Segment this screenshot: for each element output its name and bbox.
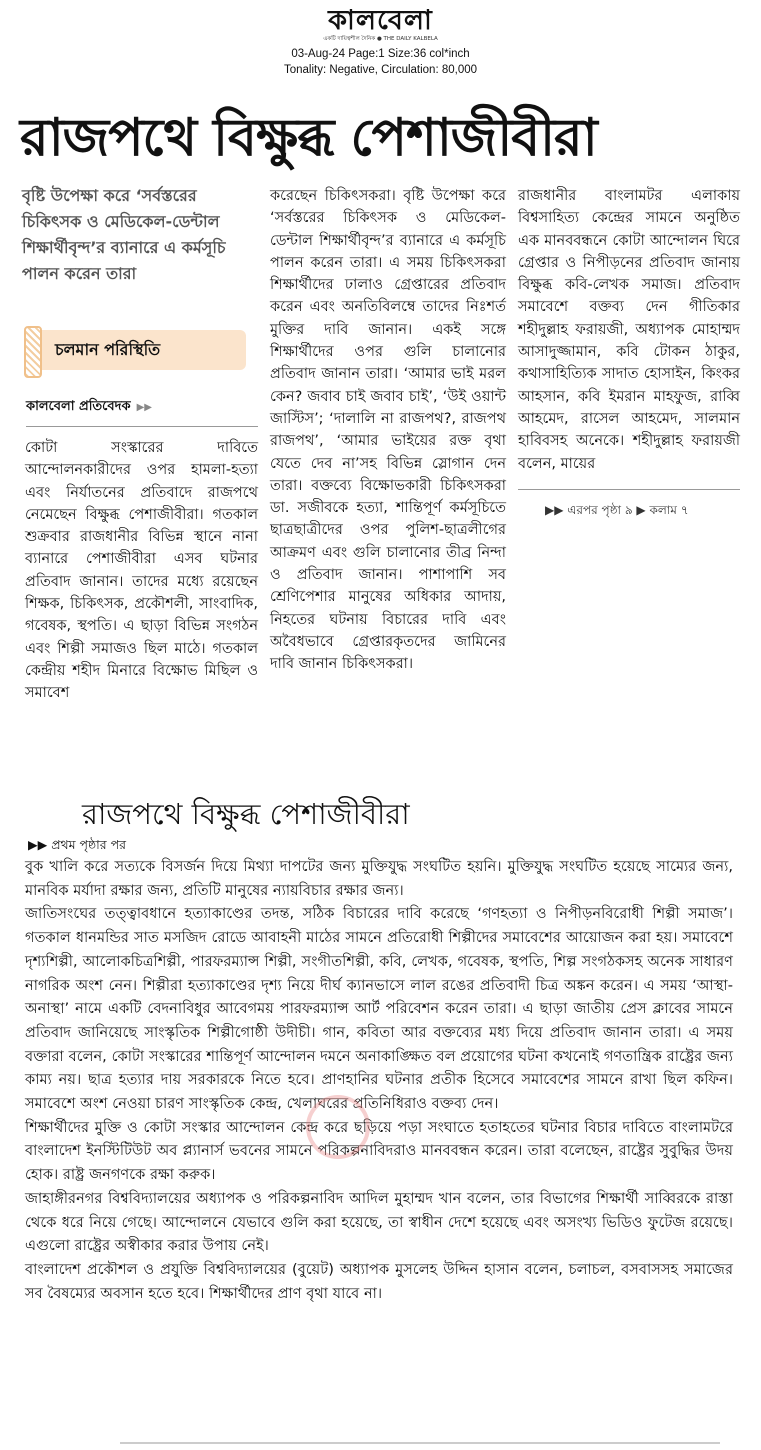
column-text: করেছেন চিকিৎসকরা। বৃষ্টি উপেক্ষা করে ‘সর্বস্তরের চিকিৎসক ও মেডিকেল-ডেন্টাল শিক্ষার্থীবৃন্দ’র ব্যানারে এ কর্মসূচি পালন করেন তারা। এ সময় চিকিৎসকরা শিক্ষার্থীদের ঢালাও গ্রেপ্তারের প্রতিবাদ করেন এবং অনতিবিলম্বে তাদের নিঃশর্ত মুক্তির দাবি জানান। একই সঙ্গে শিক্ষার্থীদের ওপর গুলি চালানোর প্রতিবাদ জানান তারা। ‘আমার ভাই মরল কেন? জবাব চাই জবাব চাই’, ‘উই ওয়ান্ট জাস্টিস’; ‘দালালি না রাজপথ?, রাজপথ রাজপথ’, ‘আমার ভাইয়ের রক্ত বৃথা যেতে দেব না’সহ বিভিন্ন স্লোগান দেন তারা। বক্তব্যে বিক্ষোভকারী চিকিৎসকরা ডা. সজীবকে হত্যা, শান্তিপূর্ণ কর্মসূচিতে ছাত্রছাত্রীদের ওপর পুলিশ-ছাত্রলীগের আক্রমণ এবং গুলি চালানোর তীব্র নিন্দা ও প্রতিবাদ জানান। পাশাপাশি সব শ্রেণিপেশার মানুষের অধিকার আদায়, নিহতের ঘটনায় বিচারের দাবি এবং অবৈধভাবে গ্রেপ্তারকৃতদের জামিনের দাবি জানান চিকিৎসকরা। xyxy=(270,188,506,673)
column-end-rule xyxy=(518,489,740,490)
watermark-logo xyxy=(306,1095,370,1159)
inner-headline: রাজপথে বিক্ষুব্ধ পেশাজীবীরা xyxy=(82,797,410,831)
newspaper-tagline: একটি দায়িত্বশীল দৈনিক ● THE DAILY KALBELA xyxy=(323,36,438,42)
ornament-icon xyxy=(24,326,42,378)
paragraph: বাংলাদেশ প্রকৌশল ও প্রযুক্তি বিশ্ববিদ্যালয়ের (বুয়েট) অধ্যাপক মুসলেহ উদ্দিন হাসান বলেন, চলাচল, বসবাসসহ সমাজের সব বৈষম্যের অবসান হতে হবে। শিক্ষার্থীদের প্রাণ বৃথা যাবে না। xyxy=(25,1260,733,1302)
front-column-1 xyxy=(25,437,258,705)
reporter-name: কালবেলা প্রতিবেদক xyxy=(26,399,131,414)
continued-note: ▶▶ এরপর পৃষ্ঠা ৯ ▶ কলাম ৭ xyxy=(545,503,689,517)
paragraph: জাহাঙ্গীরনগর বিশ্ববিদ্যালয়ের অধ্যাপক ও পরিকল্পনাবিদ আদিল মুহাম্মদ খান বলেন, তার বিভাগের শিক্ষার্থী সাব্বিরকে রাস্তা থেকে ধরে নিয়ে গেছে। আন্দোলনে যেভাবে গুলি করা হয়েছে, তা স্বাধীন দেশে হয়েছে এবং অসংখ্য ভিডিও ফুটেজ রয়েছে। এগুলো রাষ্ট্রের অস্বীকার করার উপায় নেই। xyxy=(25,1189,733,1255)
from-first-page: ▶▶ প্রথম পৃষ্ঠার পর xyxy=(28,837,127,852)
front-headline: রাজপথে বিক্ষুব্ধ পেশাজীবীরা xyxy=(20,108,597,168)
double-arrow-icon: ▶▶ xyxy=(136,402,152,413)
front-column-2 xyxy=(270,185,506,676)
clip-meta-line1: 03-Aug-24 Page:1 Size:36 col*inch xyxy=(291,48,470,60)
column-divider xyxy=(26,426,258,427)
paragraph: শিক্ষার্থীদের মুক্তি ও কোটা সংস্কার আন্দোলন কেন্দ্র করে ছড়িয়ে পড়া সংঘাতে হতাহতের ঘটনার বিচার দাবিতে বাংলামটরে বাংলাদেশ ইনস্টিটিউট অব প্ল্যানার্স ভবনের সামনে পরিকল্পনাবিদরাও মানববন্ধন করেন। তারা বলেছেন, রাষ্ট্রের সুবুদ্ধির উদয় হোক। রাষ্ট্র জনগণকে রক্ষা করুক। xyxy=(25,1118,733,1184)
masthead xyxy=(0,6,761,43)
column-text: কোটা সংস্কারের দাবিতে আন্দোলনকারীদের ওপর হামলা-হত্যা এবং নির্যাতনের প্রতিবাদে রাজপথে নেমেছেন বিক্ষুব্ধ পেশাজীবীরা। গতকাল শুক্রবার রাজধানীর বিভিন্ন স্থানে নানা ব্যানারে পেশাজীবীরা এসব ঘটনার প্রতিবাদ জানান। তাদের মধ্যে রয়েছেন শিক্ষক, চিকিৎসক, প্রকৌশলী, সাংবাদিক, গবেষক, স্থপতি। এ ছাড়া বিভিন্ন সংগঠন এবং শিল্পী সমাজও ছিল মাঠে। গতকাল কেন্দ্রীয় শহীদ মিনারে বিক্ষোভ মিছিল ও সমাবেশ xyxy=(25,440,258,702)
paragraph: জাতিসংঘের তত্ত্বাবধানে হত্যাকাণ্ডের তদন্ত, সঠিক বিচারের দাবি করেছে ‘গণহত্যা ও নিপীড়নবিরোধী শিল্পী সমাজ’। গতকাল ধানমন্ডির সাত মসজিদ রোডে আবাহনী মাঠের সামনে প্রতিরোধী শিল্পীদের সমাবেশের আয়োজন করা হয়। সমাবেশে দৃশ্যশিল্পী, আলোকচিত্রশিল্পী, পারফরম্যান্স শিল্পী, সংগীতশিল্পী, কবি, লেখক, গবেষক, স্থপতি, শিল্প সংগঠকসহ অনেক সাধারণ নাগরিক অংশ নেন। শিল্পীরা হত্যাকাণ্ডের দৃশ্য নিয়ে দীর্ঘ ক্যানভাসে লাল রঙের প্রতিবাদী চিত্র অঙ্কন করেন। এ সময় ‘আস্থা-অনাস্থা’ নামে একটি বেদনাবিধুর আবেগময় পারফরম্যান্স আর্ট পরিবেশন করেন তারা। এ ছাড়া জাতীয় প্রেস ক্লাবের সামনে প্রতিবাদ জানিয়েছে সাংস্কৃতিক শিল্পীগোষ্ঠী উদীচী। গান, কবিতা আর বক্তব্যের মধ্য দিয়ে প্রতিবাদ জানান তারা। এ সময় বক্তারা বলেন, কোটা সংস্কারের শান্তিপূর্ণ আন্দোলন দমনে অনাকাঙ্ক্ষিত বল প্রয়োগের ঘটনা কখনোই গণতান্ত্রিক রাষ্ট্রের জন্য কাম্য নয়। ছাত্র হত্যার দায় সরকারকে নিতে হবে। প্রাণহানির ঘটনার প্রতীক হিসেবে সমাবেশের সামনে রাখা ছিল কফিন। সমাবেশে অংশ নেওয়া চারণ সাংস্কৃতিক কেন্দ্র, খেলাঘরের প্রতিনিধিরাও বক্তব্য দেন। xyxy=(25,905,733,1113)
section-label: চলমান পরিস্থিতি xyxy=(55,340,161,359)
newspaper-logo: কালবেলা xyxy=(328,5,433,36)
reporter-byline xyxy=(26,397,152,418)
clip-meta-line2: Tonality: Negative, Circulation: 80,000 xyxy=(283,64,478,76)
column-text: রাজধানীর বাংলামটর এলাকায় বিশ্বসাহিত্য কেন্দ্রের সামনে অনুষ্ঠিত এক মানববন্ধনে কোটা আন্দোলন ঘিরে গ্রেপ্তার ও নিপীড়নের প্রতিবাদ জানায় বিক্ষুব্ধ কবি-লেখক সমাজ। প্রতিবাদ সমাবেশে বক্তব্য দেন গীতিকার শহীদুল্লাহ ফরায়জী, অধ্যাপক মোহাম্মদ আসাদুজ্জামান, কবি টোকন ঠাকুর, কথাসাহিত্যিক সাদাত হোসাইন, কিংকর আহসান, কবি ইমরান মাহফুজ, রাব্বি আহমেদ, রাসেল আহমেদ, সালমান হাবিবসহ অনেকে। শহীদুল্লাহ ফরায়জী বলেন, মায়ের xyxy=(518,188,740,472)
front-column-3 xyxy=(518,185,740,475)
subheadline: বৃষ্টি উপেক্ষা করে ‘সর্বস্তরের চিকিৎসক ও মেডিকেল-ডেন্টাল শিক্ষার্থীবৃন্দ’র ব্যানারে এ কর্মসূচি পালন করেন তারা xyxy=(22,186,226,283)
bottom-edge xyxy=(120,1442,720,1444)
paragraph: বুক খালি করে সত্যকে বিসর্জন দিয়ে মিথ্যা দাপটের জন্য মুক্তিযুদ্ধ সংঘটিত হয়নি। মুক্তিযুদ্ধ সংঘটিত হয়েছে সাম্যের জন্য, মানবিক মর্যাদা রক্ষার জন্য, প্রতিটি মানুষের ন্যায়বিচার রক্ষার জন্য। xyxy=(25,858,733,899)
inner-body xyxy=(25,855,733,1305)
